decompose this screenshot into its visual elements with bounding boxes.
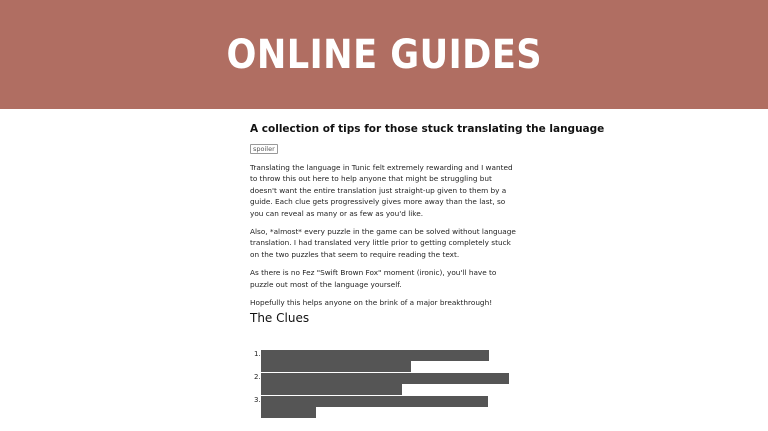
fez-paragraph: As there is no Fez "Swift Brown Fox" moment (ironic), you'll have to puzzle out most of the language yourself. [250,268,497,289]
spoiler-tag[interactable]: spoiler [250,144,278,154]
clue-number: 2. [254,373,261,381]
clue-number: 1. [254,350,261,358]
puzzle-note-paragraph: Also, *almost* every puzzle in the game can be solved without language translation. I had translated very little prior to getting completely stuck on the two puzzles that seem to require reading the text. [250,227,516,259]
spoiler-block[interactable] [261,350,489,361]
spoiler-block[interactable] [261,396,488,407]
closing-paragraph: Hopefully this helps anyone on the brink of a major breakthrough! [250,298,493,308]
spoiler-block[interactable] [261,384,402,395]
clue-number: 3. [254,396,261,404]
intro-paragraph: Translating the language in Tunic felt extremely rewarding and I wanted to throw this out here to help anyone that might be struggling but doesn't want the entire translation just straight-up given to them by a guide. Each clue gets progressively gives more away than the last, so you can reveal as many or as few as you'd like. [250,163,513,218]
spoiler-block[interactable] [261,373,509,384]
clues-heading: The Clues [250,311,310,325]
site-title: ONLINE GUIDES [226,31,542,78]
site-header [0,0,768,109]
spoiler-block[interactable] [261,407,316,418]
spoiler-block[interactable] [261,361,411,372]
article-headline: A collection of tips for those stuck translating the language [250,123,605,135]
article-body [250,122,605,308]
